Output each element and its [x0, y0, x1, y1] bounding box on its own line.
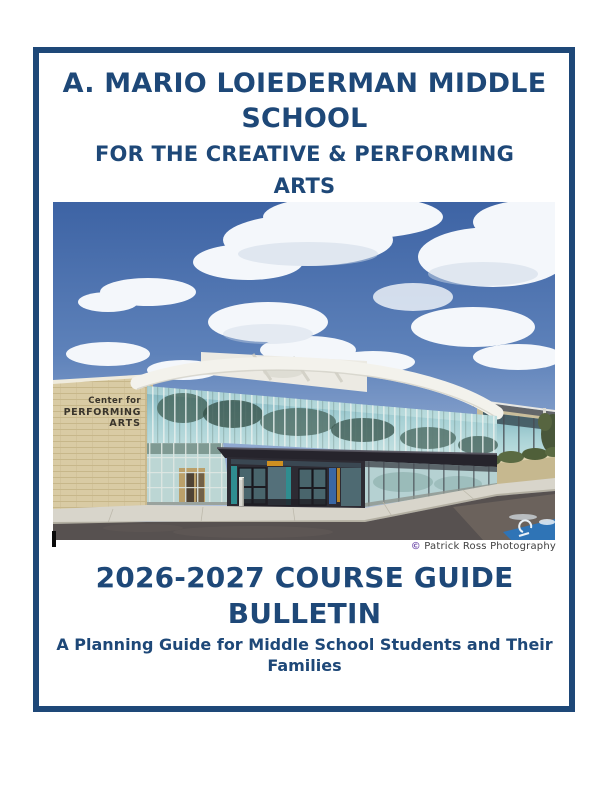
entrance-doors: [227, 457, 365, 509]
planning-guide-subtitle-block: [39, 634, 570, 676]
course-guide-title-line2: BULLETIN: [227, 597, 382, 630]
course-guide-title-line1: 2026-2027 COURSE GUIDE: [95, 561, 514, 594]
building-sign-line2: PERFORMING: [63, 407, 141, 418]
copyright-icon: ©: [410, 541, 421, 552]
blue-glass-pane: [329, 468, 336, 504]
building-sign-line3: ARTS: [109, 418, 141, 429]
school-name-line2: SCHOOL: [241, 103, 368, 134]
school-tagline-line2: ARTS: [273, 174, 336, 198]
school-title-block: [39, 66, 570, 200]
entrance-sign: [267, 461, 283, 466]
school-building-photo: [53, 202, 555, 540]
course-guide-title-block: [39, 560, 570, 632]
photo-credit: [53, 541, 556, 552]
planning-guide-subtitle-line2: Families: [267, 656, 342, 675]
teal-glass-pane: [231, 466, 237, 504]
left-brick-wall: [53, 374, 153, 511]
building-sign-line1: Center for: [88, 396, 141, 406]
school-tagline-line1: FOR THE CREATIVE & PERFORMING: [94, 142, 515, 166]
photo-credit-text: Patrick Ross Photography: [420, 541, 556, 552]
planning-guide-subtitle-line1: A Planning Guide for Middle School Students and Their: [56, 635, 553, 654]
left-glass-section: [147, 443, 231, 505]
school-name-line1: A. MARIO LOIEDERMAN MIDDLE: [62, 68, 547, 99]
bollard: [239, 477, 244, 506]
